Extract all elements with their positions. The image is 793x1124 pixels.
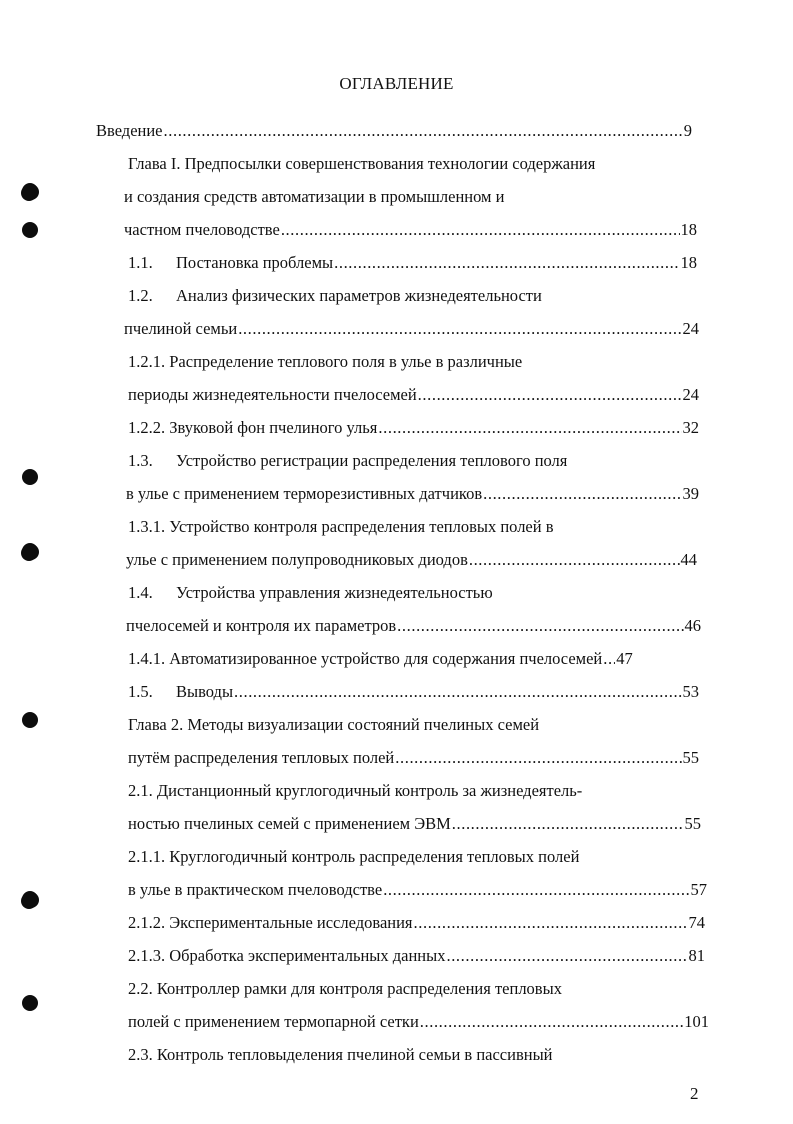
- toc-page-number: 39: [682, 484, 699, 503]
- toc-page-number: 55: [682, 748, 699, 767]
- toc-entry-1-3-1-line-1: 1.3.1. Устройство контроля распределения тепловых полей в: [128, 517, 554, 536]
- toc-page-number: 9: [683, 121, 692, 140]
- toc-entry-2-1-line-1: 2.1. Дистанционный круглогодичный контроль за жизнедеятель-: [128, 781, 583, 800]
- toc-entry-2-1-line-2: ностью пчелиных семей с применением ЭВМ ..... 55: [128, 814, 701, 834]
- toc-page-number: 55: [684, 814, 701, 833]
- toc-entry-1-2-1-line-2: периоды жизнедеятельности пчелосемей ..... 24: [128, 385, 699, 405]
- punch-hole-mark: [22, 184, 38, 200]
- toc-leader-dots: [446, 946, 687, 966]
- punch-hole-mark: [22, 712, 38, 728]
- toc-entry-1-4-1: 1.4.1. Автоматизированное устройство для содержания пчелосемей ..... 47: [128, 649, 701, 669]
- toc-page-number: 18: [680, 220, 697, 239]
- toc-entry-2-2-line-1: 2.2. Контроллер рамки для контроля распределения тепловых: [128, 979, 562, 998]
- toc-leader-dots: [238, 319, 681, 339]
- toc-leader-dots: [281, 220, 680, 240]
- toc-page-number: 46: [684, 616, 701, 635]
- toc-entry-text: Введение: [96, 121, 163, 140]
- toc-entry-chapter-2-line-2: путём распределения тепловых полей ..... 55: [128, 748, 699, 768]
- toc-page-number: 74: [688, 913, 705, 932]
- toc-entry-intro: [96, 121, 692, 141]
- toc-entry-chapter-1-line-2: и создания средств автоматизации в промышленном и: [124, 187, 505, 206]
- punch-hole-mark: [22, 995, 38, 1011]
- toc-entry-1-2-1-line-1: 1.2.1. Распределение теплового поля в улье в различные: [128, 352, 523, 371]
- toc-entry-chapter-1-line-3: частном пчеловодстве ..... 18: [124, 220, 697, 240]
- toc-page-number: 53: [682, 682, 699, 701]
- toc-leader-dots: [420, 1012, 683, 1032]
- toc-page-number: 24: [682, 319, 699, 338]
- toc-leader-dots: [452, 814, 684, 834]
- toc-page-number: 47: [616, 649, 633, 668]
- toc-page-number: 44: [680, 550, 697, 569]
- toc-leader-dots: [164, 121, 683, 141]
- toc-page-number: 101: [684, 1012, 709, 1031]
- toc-entry-1-2-line-2: пчелиной семьи ..... 24: [124, 319, 699, 339]
- toc-entry-2-1-3: 2.1.3. Обработка экспериментальных данных ..... 81: [128, 946, 705, 966]
- toc-leader-dots: [234, 682, 681, 702]
- toc-entry-2-1-2: 2.1.2. Экспериментальные исследования ..... 74: [128, 913, 705, 933]
- toc-entry-2-1-1-line-2: в улье в практическом пчеловодстве ..... 57: [128, 880, 707, 900]
- toc-entry-1-3-line-1: 1.3. Устройство регистрации распределения теплового поля: [128, 451, 568, 470]
- toc-leader-dots: [469, 550, 680, 570]
- toc-leader-dots: [483, 484, 681, 504]
- punch-hole-mark: [22, 544, 38, 560]
- toc-leader-dots: [418, 385, 682, 405]
- toc-entry-2-2-line-2: полей с применением термопарной сетки ..... 101: [128, 1012, 709, 1032]
- toc-page-number: 32: [682, 418, 699, 437]
- toc-entry-1-2-2: 1.2.2. Звуковой фон пчелиного улья ..... 32: [128, 418, 699, 438]
- toc-entry-1-2-line-1: 1.2. Анализ физических параметров жизнедеятельности: [128, 286, 542, 305]
- toc-page-number: 81: [688, 946, 705, 965]
- punch-hole-mark: [22, 222, 38, 238]
- toc-entry-1-4-line-2: пчелосемей и контроля их параметров ..... 46: [126, 616, 701, 636]
- toc-leader-dots: [397, 616, 683, 636]
- punch-hole-mark: [22, 469, 38, 485]
- toc-leader-dots: [603, 649, 615, 669]
- toc-entry-chapter-2-line-1: Глава 2. Методы визуализации состояний пчелиных семей: [128, 715, 540, 734]
- toc-leader-dots: [334, 253, 679, 273]
- toc-leader-dots: [414, 913, 688, 933]
- toc-entry-1-1: 1.1. Постановка проблемы ..... 18: [128, 253, 697, 273]
- toc-page-number: 24: [682, 385, 699, 404]
- toc-leader-dots: [378, 418, 681, 438]
- page-title: ОГЛАВЛЕНИЕ: [339, 74, 454, 93]
- toc-page-number: 57: [690, 880, 707, 899]
- toc-entry-1-5: 1.5. Выводы ..... 53: [128, 682, 699, 702]
- toc-entry-2-3-line-1: 2.3. Контроль тепловыделения пчелиной семьи в пассивный: [128, 1045, 553, 1064]
- toc-entry-chapter-1-line-1: Глава I. Предпосылки совершенствования технологии содержания: [128, 154, 596, 173]
- punch-hole-mark: [22, 892, 38, 908]
- toc-entry-2-1-1-line-1: 2.1.1. Круглогодичный контроль распределения тепловых полей: [128, 847, 580, 866]
- toc-leader-dots: [383, 880, 689, 900]
- toc-page-number: 18: [680, 253, 697, 272]
- page-number: 2: [690, 1084, 699, 1103]
- toc-entry-1-3-line-2: в улье с применением терморезистивных датчиков ..... 39: [126, 484, 699, 504]
- toc-entry-1-4-line-1: 1.4. Устройства управления жизнедеятельностью: [128, 583, 493, 602]
- toc-leader-dots: [395, 748, 681, 768]
- toc-entry-1-3-1-line-2: улье с применением полупроводниковых диодов ..... 44: [126, 550, 697, 570]
